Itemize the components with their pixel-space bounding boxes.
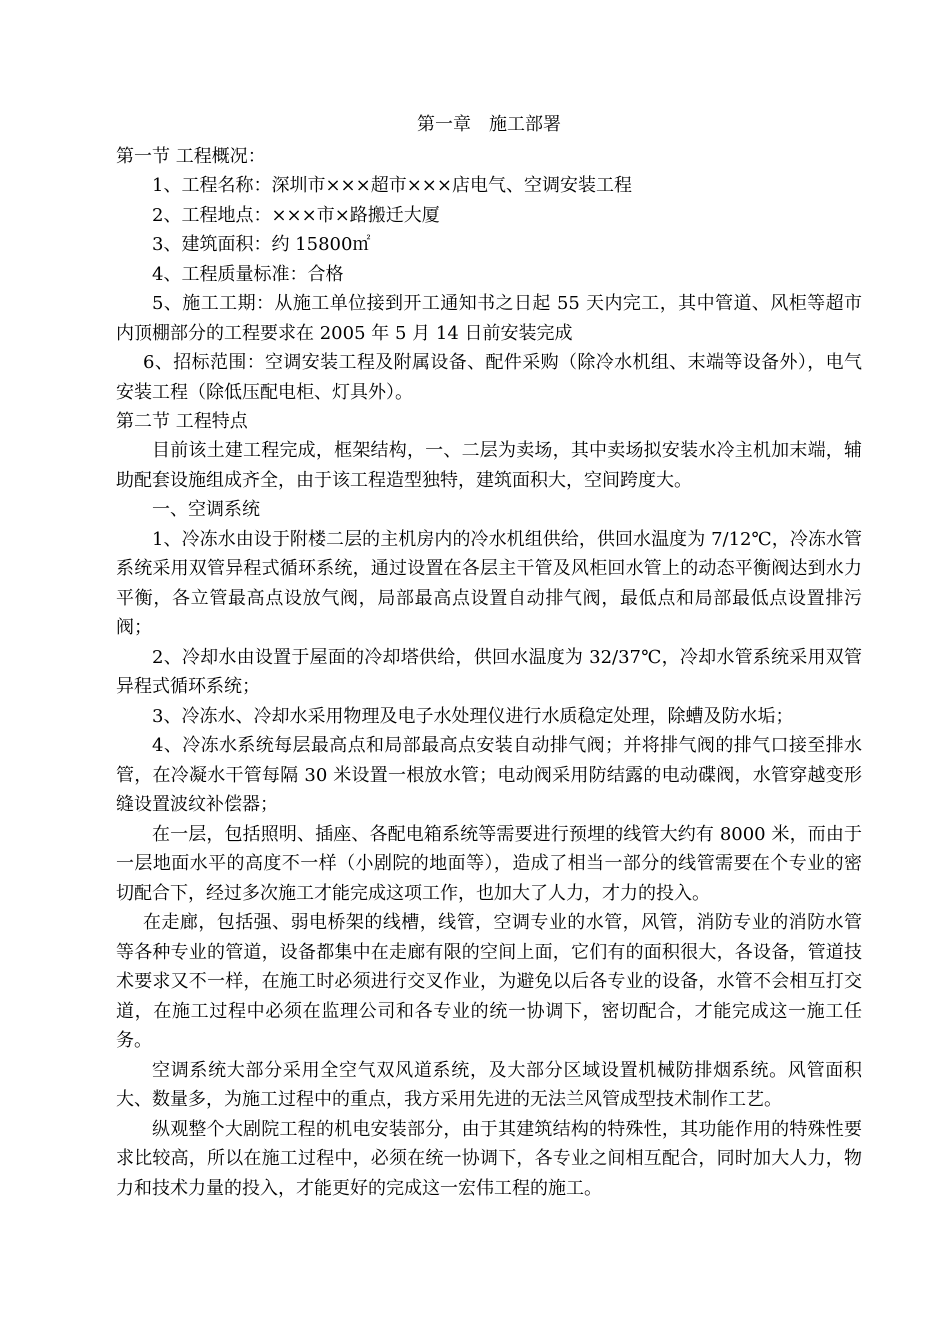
- project-features-intro: 目前该土建工程完成，框架结构，一、二层为卖场，其中卖场拟安装水冷主机加末端，辅助配套设施组成齐全，由于该工程造型独特，建筑面积大，空间跨度大。: [116, 440, 862, 491]
- building-area-item: 3、建筑面积：约 15800㎡: [152, 234, 371, 255]
- document-page: [116, 108, 862, 1203]
- project-location-item: 2、工程地点：×××市×路搬迁大厦: [152, 204, 440, 226]
- section-2-heading: 第二节 工程特点: [116, 411, 248, 432]
- quality-standard-item: 4、工程质量标准：合格: [152, 263, 344, 285]
- chilled-water-item: 1、冷冻水由设于附楼二层的主机房内的冷水机组供给，供回水温度为 7/12℃，冷冻水管系统采用双管异程式循环系统，通过设置在各层主干管及风柜回水管上的动态平衡阀达到水力平衡，各立管最高点设放气阀，局部最高点设置自动排气阀，最低点和局部最低点设置排污阀；: [116, 528, 862, 638]
- first-floor-paragraph: 在一层，包括照明、插座、各配电箱系统等需要进行预埋的线管大约有 8000 米，而由于一层地面水平的高度不一样（小剧院的地面等），造成了相当一部分的线管需要在个专业的密切配合下，经过多次施工才能完成这项工作，也加大了人力，才力的投入。: [116, 823, 862, 904]
- section-1-heading: 第一节 工程概况：: [116, 146, 266, 167]
- project-name-item: 1、工程名称：深圳市×××超市×××店电气、空调安装工程: [152, 175, 632, 196]
- water-treatment-item: 3、冷冻水、冷却水采用物理及电子水处理仪进行水质稳定处理，除螬及防水垢；: [152, 705, 794, 727]
- corridor-paragraph: 在走廊，包括强、弱电桥架的线槽，线管，空调专业的水管，风管，消防专业的消防水管等各种专业的管道，设备都集中在走廊有限的空间上面，它们有的面积很大，各设备，管道技术要求又不一样，在施工时必须进行交叉作业，为避免以后各专业的设备，水管不会相互打交道，在施工过程中必须在监理公司和各专业的统一协调下，密切配合，才能完成这一施工任务。: [116, 912, 862, 1051]
- air-vent-item: 4、冷冻水系统每层最高点和局部最高点安装自动排气阀；并将排气阀的排气口接至排水管，在冷凝水干管每隔 30 米设置一根放水管；电动阀采用防结露的电动碟阀，水管穿越变形缝设置波纹补偿器；: [116, 735, 862, 815]
- air-duct-paragraph: 空调系统大部分采用全空气双风道系统，及大部分区域设置机械防排烟系统。风管面积大、数量多，为施工过程中的重点，我方采用先进的无法兰风管成型技术制作工艺。: [116, 1059, 862, 1110]
- hvac-subheading: 一、空调系统: [152, 499, 260, 520]
- tender-scope-item: 6、招标范围：空调安装工程及附属设备、配件采购（除冷水机组、末端等设备外），电气安装工程（除低压配电柜、灯具外）。: [116, 352, 862, 403]
- cooling-water-item: 2、冷却水由设置于屋面的冷却塔供给，供回水温度为 32/37℃，冷却水管系统采用双管异程式循环系统；: [116, 646, 862, 697]
- overview-paragraph: 纵观整个大剧院工程的机电安装部分，由于其建筑结构的特殊性，其功能作用的特殊性要求比较高，所以在施工过程中，必须在统一协调下，各专业之间相互配合，同时加大人力，物力和技术力量的投入，才能更好的完成这一宏伟工程的施工。: [116, 1118, 862, 1199]
- construction-period-item: 5、施工工期：从施工单位接到开工通知书之日起 55 天内完工，其中管道、风柜等超市内顶棚部分的工程要求在 2005 年 5 月 14 日前安装完成: [116, 293, 862, 344]
- chapter-title: 第一章 施工部署: [417, 114, 561, 135]
